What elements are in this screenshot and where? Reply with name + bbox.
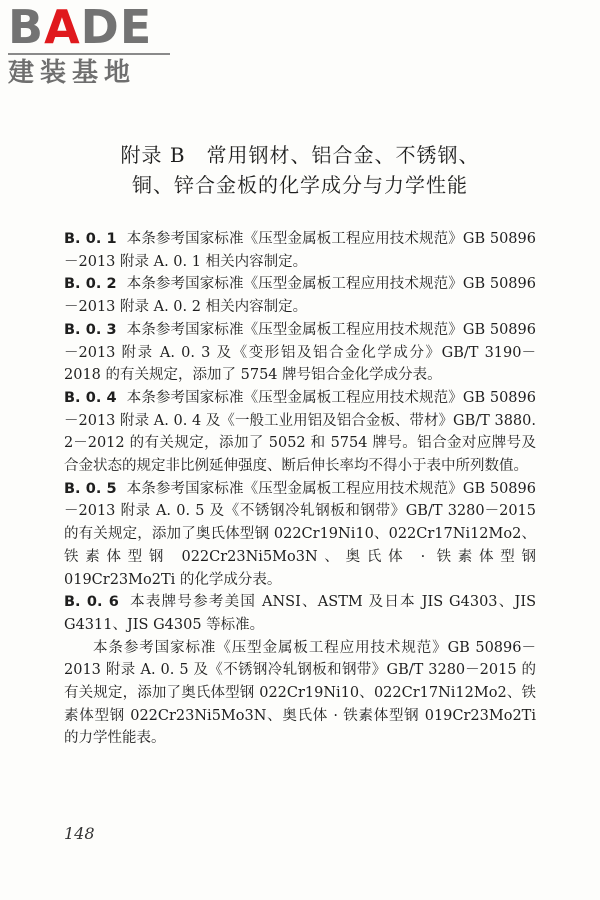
appendix-title bbox=[0, 140, 600, 200]
clause-text: 本条参考国家标准《压型金属板工程应用技术规范》GB 50896－2013 附录 A. 0. 5 及《不锈钢冷轧钢板和钢带》GB/T 3280－2015 的有关规定，添加了奥氏体型钢 022Cr19Ni10、022Cr17Ni12Mo2、铁素体型钢 022Cr23Ni5Mo3N、奥氏体 · 铁素体型钢 019Cr23Mo2Ti 的化学成分表。 bbox=[64, 480, 536, 588]
clause-text: 本条参考国家标准《压型金属板工程应用技术规范》GB 50896－2013 附录 A. 0. 3 及《变形铝及铝合金化学成分》GB/T 3190－2018 的有关规定，添加了 5754 牌号铝合金化学成分表。 bbox=[64, 321, 536, 384]
clause-code: B. 0. 6 bbox=[64, 594, 119, 611]
clause-code: B. 0. 5 bbox=[64, 480, 117, 497]
logo-letters-de: DE bbox=[80, 0, 153, 54]
clause-b05 bbox=[64, 478, 536, 592]
logo-letter-a: A bbox=[44, 0, 81, 54]
logo bbox=[8, 0, 178, 89]
logo-letter-b: B bbox=[8, 0, 45, 54]
clause-b03 bbox=[64, 319, 536, 387]
clause-text: 本条参考国家标准《压型金属板工程应用技术规范》GB 50896－2013 附录 A. 0. 2 相关内容制定。 bbox=[64, 276, 536, 316]
clause-text: 本条参考国家标准《压型金属板工程应用技术规范》GB 50896－2013 附录 A. 0. 1 相关内容制定。 bbox=[64, 231, 536, 270]
clause-text: 本条参考国家标准《压型金属板工程应用技术规范》GB 50896－2013 附录 A. 0. 4 及《一般工业用铝及铝合金板、带材》GB/T 3880. 2－2012 的有关规定，添加了 5052 和 5754 牌号。铝合金对应牌号及合金状态的规定非比例延伸强度、断后伸长率均不得小于表中所列数值。 bbox=[64, 389, 536, 475]
clause-code: B. 0. 3 bbox=[64, 321, 117, 338]
logo-wordmark bbox=[8, 0, 178, 54]
clause-b01 bbox=[64, 228, 536, 273]
appendix-body bbox=[64, 228, 536, 750]
clause-code: B. 0. 4 bbox=[64, 389, 117, 406]
clause-b06 bbox=[64, 591, 536, 636]
page-number: 148 bbox=[64, 824, 95, 843]
clause-code: B. 0. 1 bbox=[64, 231, 117, 247]
logo-chinese-name: 建装基地 bbox=[8, 58, 137, 88]
appendix-title-line-2: 铜、锌合金板的化学成分与力学性能 bbox=[132, 173, 468, 197]
appendix-title-line-1: 附录 B 常用钢材、铝合金、不锈钢、 bbox=[120, 143, 480, 167]
clause-code: B. 0. 2 bbox=[64, 276, 117, 293]
clause-text: 本表牌号参考美国 ANSI、ASTM 及日本 JIS G4303、JIS G4311、JIS G4305 等标准。 bbox=[64, 594, 536, 633]
clause-b06-continuation: 本条参考国家标准《压型金属板工程应用技术规范》GB 50896－2013 附录 A. 0. 5 及《不锈钢冷轧钢板和钢带》GB/T 3280－2015 的有关规定，添加了奥氏体型钢 022Cr19Ni10、022Cr17Ni12Mo2、铁素体型钢 022Cr23Ni5Mo3N、奥氏体 · 铁素体型钢 019Cr23Mo2Ti 的力学性能表。 bbox=[64, 639, 536, 747]
clause-b04 bbox=[64, 387, 536, 478]
clause-b02 bbox=[64, 273, 536, 318]
